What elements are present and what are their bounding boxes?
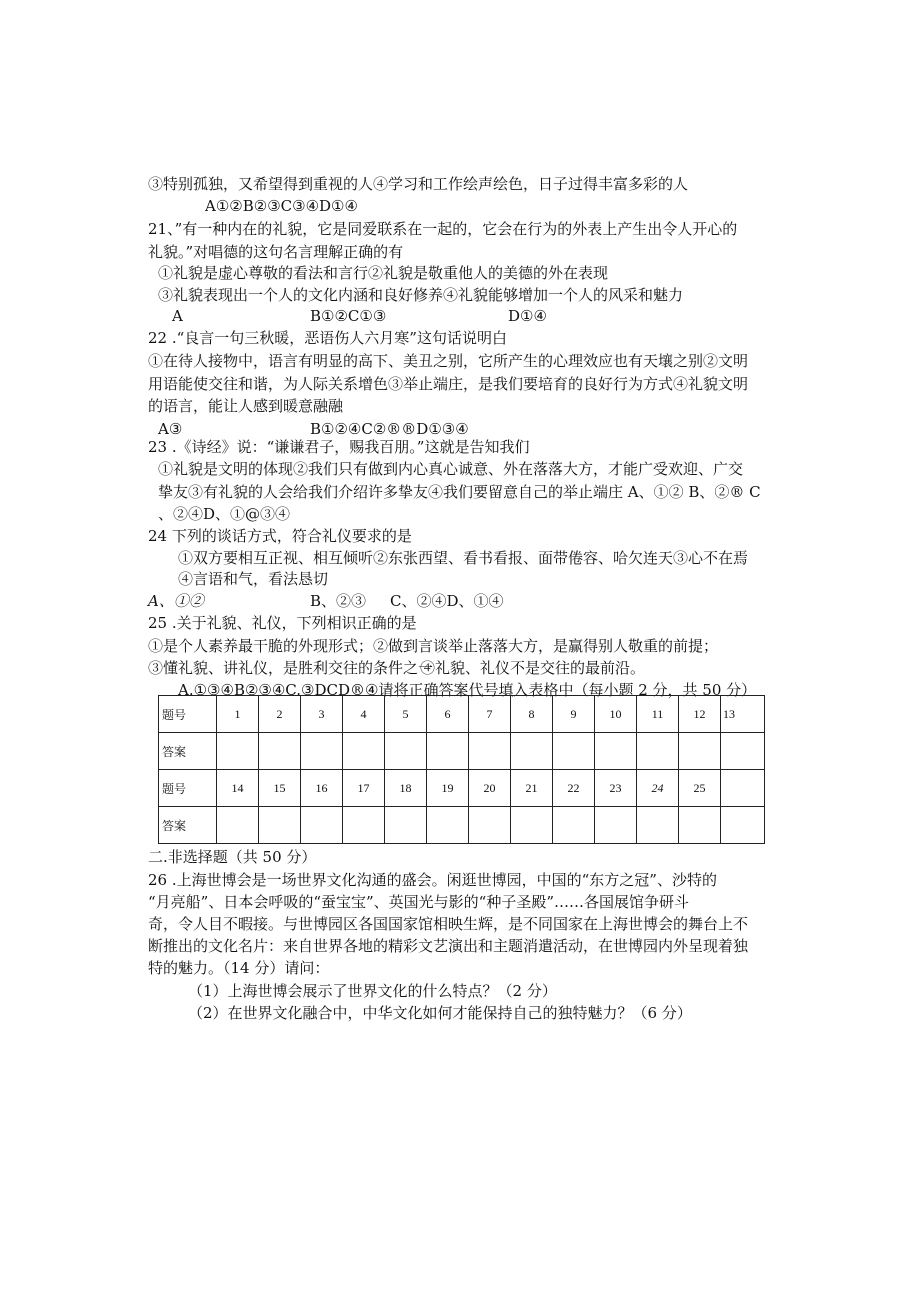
text-line: ③懂礼貌、讲礼仪，是胜利交往的条件之一 [148, 659, 434, 677]
question-number-cell: 18 [385, 770, 427, 807]
answer-cell[interactable] [553, 733, 595, 770]
answer-cell[interactable] [217, 733, 259, 770]
text-line: C、②④D、①④ [390, 592, 504, 610]
answer-cell[interactable] [595, 807, 637, 844]
question-number-cell: 21 [511, 770, 553, 807]
question-number-cell: 13 [721, 696, 765, 733]
question-number-cell: 5 [385, 696, 427, 733]
question-number-cell: 19 [427, 770, 469, 807]
text-line: 26 .上海世博会是一场世界文化沟通的盛会。闲逛世博园，中国的“东方之冠”、沙特的 [148, 871, 717, 889]
question-number-cell: 14 [217, 770, 259, 807]
answer-cell[interactable] [385, 733, 427, 770]
text-line: 21、”有一种内在的礼貌，它是同爱联系在一起的，它会在行为的外表上产生出令人开心的 [148, 220, 738, 238]
text-line: ①礼貌是虚心尊敬的看法和言行②礼貌是敬重他人的美德的外在表现 [158, 264, 609, 282]
text-line: A [172, 307, 183, 325]
question-number-cell: 7 [469, 696, 511, 733]
answer-cell[interactable] [721, 807, 765, 844]
text-line: 奇，令人目不暇接。与世博园区各国国家馆相映生辉，是不同国家在上海世博会的舞台上不 [148, 915, 749, 933]
text-line: 特的魅力。（14 分）请问： [148, 959, 330, 977]
question-number-cell: 20 [469, 770, 511, 807]
question-number-cell: 25 [679, 770, 721, 807]
answer-cell[interactable] [427, 807, 469, 844]
question-number-cell: 3 [301, 696, 343, 733]
question-number-cell: 9 [553, 696, 595, 733]
question-number-cell: 23 [595, 770, 637, 807]
text-line: 23 .《诗经》说：“谦谦君子，赐我百朋。”这就是告知我们 [148, 438, 530, 456]
answer-cell[interactable] [511, 807, 553, 844]
answer-cell[interactable] [469, 807, 511, 844]
answer-cell[interactable] [385, 807, 427, 844]
row-label: 答案 [159, 807, 217, 844]
text-line: （2）在世界文化融合中，中华文化如何才能保持自己的独特魅力？（6 分） [188, 1004, 692, 1022]
text-line: A、①② [148, 592, 204, 610]
question-number-cell: 10 [595, 696, 637, 733]
answer-cell[interactable] [259, 807, 301, 844]
text-line: “月亮船”、日本会呼吸的“蚕宝宝”、英国光与影的“种子圣殿”……各国展馆争研斗 [148, 893, 690, 911]
row-label: 题号 [159, 770, 217, 807]
text-line: （1）上海世博会展示了世界文化的什么特点？（2 分） [188, 982, 557, 1000]
text-line: ③特别孤独，又希望得到重视的人④学习和工作绘声绘色，日子过得丰富多彩的人 [148, 175, 689, 193]
question-number-cell: 15 [259, 770, 301, 807]
text-line: A③ [158, 420, 183, 438]
question-number-cell: 24 [637, 770, 679, 807]
answer-cell[interactable] [637, 807, 679, 844]
answer-cell[interactable] [595, 733, 637, 770]
answer-cell[interactable] [301, 807, 343, 844]
question-number-cell: 17 [343, 770, 385, 807]
text-line: 挚友③有礼貌的人会给我们介绍许多挚友④我们要留意自己的举止端庄 A、①② B、②® C [158, 483, 761, 501]
answer-cell[interactable] [637, 733, 679, 770]
question-number-cell: 22 [553, 770, 595, 807]
text-line: 24 下列的谈话方式，符合礼仪要求的是 [148, 527, 412, 545]
answer-cell[interactable] [427, 733, 469, 770]
question-number-cell: 16 [301, 770, 343, 807]
question-number-cell: 6 [427, 696, 469, 733]
row-label: 题号 [159, 696, 217, 733]
text-line: 断推出的文化名片：来自世界各地的精彩文艺演出和主题消遣活动，在世博园内外呈现着独 [148, 937, 749, 955]
text-line: 25 .关于礼貌、礼仪，下列相识正确的是 [148, 614, 417, 632]
answer-cell[interactable] [553, 807, 595, 844]
question-number-cell: 12 [679, 696, 721, 733]
text-line: B、②③ [310, 592, 367, 610]
text-line: 二.非选择题（共 50 分） [148, 848, 317, 866]
text-line: ③礼貌表现出一个人的文化内涵和良好修养④礼貌能够增加一个人的风采和魅力 [158, 286, 684, 304]
text-line: 、②④D、①@③④ [158, 505, 291, 523]
text-line: ①双方要相互正视、相互倾听②东张西望、看书看报、面带倦容、哈欠连天③心不在焉 [178, 549, 749, 567]
question-number-cell: 11 [637, 696, 679, 733]
text-line: ①礼貌是文明的体现②我们只有做到内心真心诚意、外在落落大方，才能广受欢迎、广交 [158, 460, 744, 478]
question-number-cell: 1 [217, 696, 259, 733]
text-line: 22 .“良言一句三秋暖，恶语伤人六月寒”这句话说明白 [148, 329, 507, 347]
question-number-cell: 8 [511, 696, 553, 733]
text-line: ①在待人接物中，语言有明显的高下、美丑之别，它所产生的心理效应也有天壤之别②文明 [148, 352, 749, 370]
text-line: ①是个人素养最干脆的外现形式；②做到言谈举止落落大方，是赢得别人敬重的前提； [148, 637, 719, 655]
text-line: A①②B②③C③④D①④ [205, 197, 358, 215]
text-line: ④言语和气，看法恳切 [178, 570, 329, 588]
answer-cell[interactable] [469, 733, 511, 770]
answer-cell[interactable] [301, 733, 343, 770]
text-line: D①④ [508, 307, 547, 325]
text-line: B①②④C②®®D①③④ [310, 420, 469, 438]
answer-cell[interactable] [721, 733, 765, 770]
text-line: 用语能使交往和谐，为人际关系增色③举止端庄，是我们要培育的良好行为方式④礼貌文明 [148, 375, 749, 393]
answer-table [158, 695, 765, 844]
row-label: 答案 [159, 733, 217, 770]
answer-cell[interactable] [679, 807, 721, 844]
answer-cell[interactable] [259, 733, 301, 770]
answer-cell[interactable] [343, 733, 385, 770]
answer-cell[interactable] [679, 733, 721, 770]
text-line: 的语言，能让人感到暖意融融 [148, 397, 344, 415]
answer-cell[interactable] [343, 807, 385, 844]
answer-cell[interactable] [217, 807, 259, 844]
text-line: A.①③④B②③④C.③DCD®④请将正确答案代号填入表格中（每小题 2 分，共 50 分） [178, 681, 757, 699]
question-number-cell: 4 [343, 696, 385, 733]
question-number-cell: 2 [259, 696, 301, 733]
text-line: ④礼貌、礼仪不是交往的最前沿。 [420, 659, 646, 677]
question-number-cell [721, 770, 765, 807]
text-line: 礼貌。”对唱德的这句名言理解正确的有 [148, 243, 404, 261]
answer-cell[interactable] [511, 733, 553, 770]
text-line: B①②C①③ [310, 307, 387, 325]
